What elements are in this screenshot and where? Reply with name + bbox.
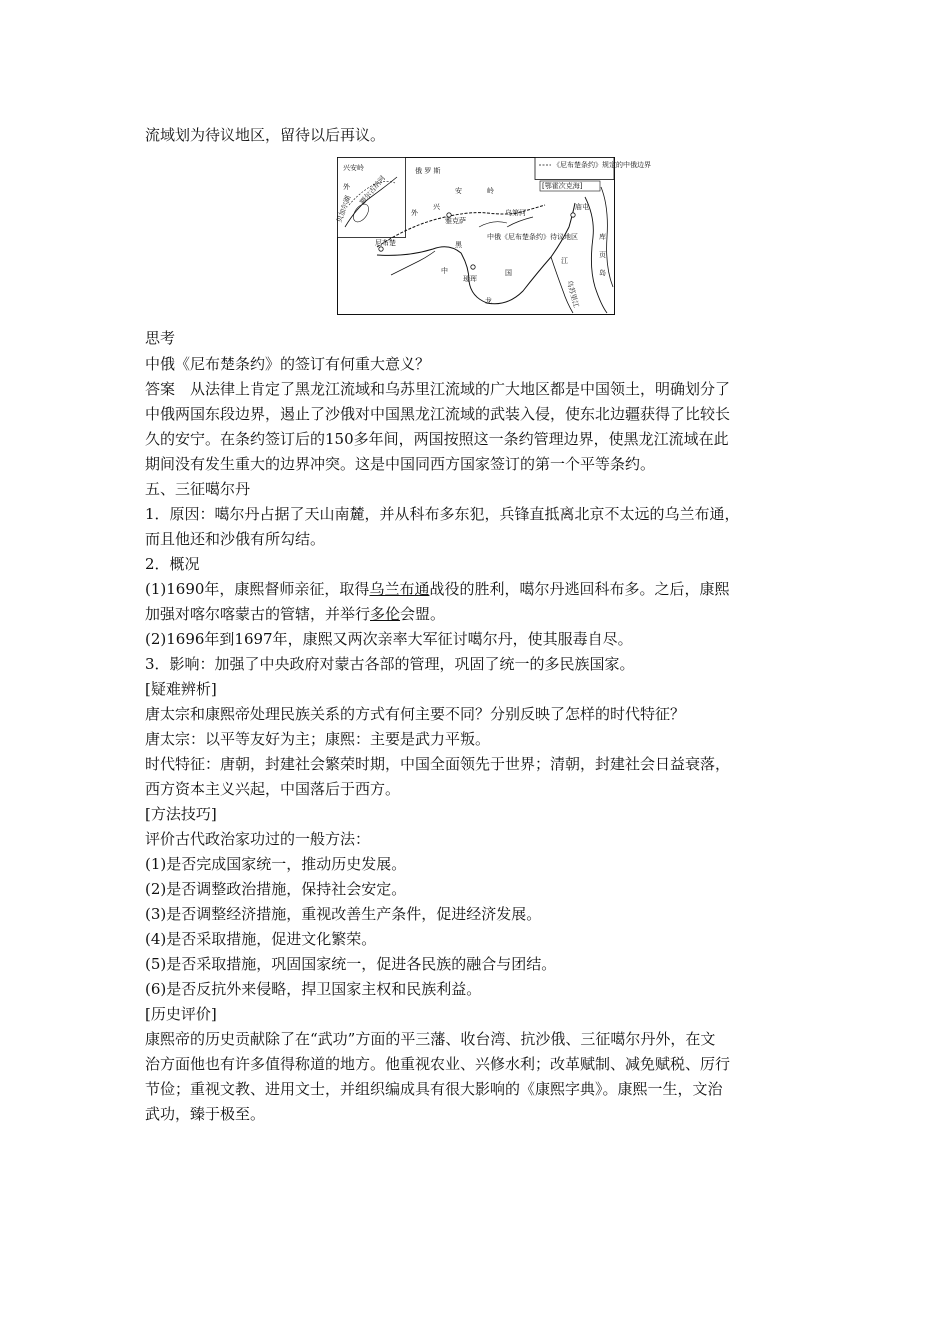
map-label-erguna: 额尔古纳河 [358,174,388,207]
map-label-an: 安 [455,187,462,195]
map-label-baikal: 贝加尔湖 [335,194,353,224]
ov1-text-d: 会盟。 [400,605,446,623]
yuanhun-city-icon [471,265,475,269]
overview-1-line-1 [145,578,810,600]
map-label-ekehe: [鄂霍次克海] [542,182,583,190]
map-label-ling: 岭 [487,187,494,195]
overview-1-line-2 [145,603,810,625]
era-line-2: 西方资本主义兴起，中国落后于西方。 [145,780,401,798]
nerchinsk-treaty-map [335,157,651,315]
ov1-text-c: 加强对喀尔喀蒙古的管辖，并举行 [145,605,371,623]
map-label-dao: 岛 [599,269,606,277]
overview-2: (2)1696年到1697年，康熙又两次亲率大军征讨噶尔丹，使其服毒自尽。 [145,630,633,648]
method-item-3: (3)是否调整经济措施，重视改善生产条件，促进经济发展。 [145,905,542,923]
ov1-text-a: (1)1690年，康熙督师亲征，取得 [145,580,370,598]
method-item-1: (1)是否完成国家统一，推动历史发展。 [145,855,407,873]
section-sikao: 思考 [145,329,176,347]
method-item-5: (5)是否采取措施，巩固国家统一，促进各民族的融合与团结。 [145,955,557,973]
map-label-xinganling: 兴安岭 [343,164,364,172]
answer-line-3: 久的安宁。在条约签订后的150多年间，两国按照这一条约管理边界，使黑龙江流域在此 [145,430,729,448]
map-label-hei: 黑 [455,241,462,249]
reason-line-2: 而且他还和沙俄有所勾结。 [145,530,326,548]
map-label-yakesa: 雅克萨 [445,217,466,225]
map-label-long: 龙 [485,297,492,305]
reason-line-1: 1．原因：噶尔丹占据了天山南麓，并从科布多东犯，兵锋直抵离北京不太远的乌兰布通， [145,505,740,523]
answer-line-2: 中俄两国东段边界，遏止了沙俄对中国黑龙江流域的武装入侵，使东北边疆获得了比较长 [145,405,731,423]
method-title: 评价古代政治家功过的一般方法： [145,830,371,848]
map-label-yuanhun: 瑷珲 [463,275,477,283]
section-yinan: [疑难辨析] [145,680,217,698]
method-item-4: (4)是否采取措施，促进文化繁荣。 [145,930,377,948]
method-item-2: (2)是否调整政治措施，保持社会安定。 [145,880,407,898]
map-label-xing: 兴 [433,203,440,211]
ov1-underline-duolun: 多伦 [370,605,401,623]
map-label-ye: 页 [599,251,606,259]
map-label-nibuchu: 尼布楚 [375,239,396,247]
miaotun-city-icon [571,213,575,217]
era-line-1: 时代特征：唐朝，封建社会繁荣时期，中国全面领先于世界；清朝，封建社会日益衰落， [145,755,731,773]
answer-line-1: 答案 从法律上肯定了黑龙江流域和乌苏里江流域的广大地区都是中国领土，明确划分了 [145,380,731,398]
impact-line: 3．影响：加强了中央政府对蒙古各部的管理，巩固了统一的多民族国家。 [145,655,635,673]
section-title-5: 五、三征噶尔丹 [145,480,251,498]
ov1-text-b: 战役的胜利，噶尔丹逃回科布多。之后，康熙 [429,580,730,598]
map-svg [335,157,651,315]
map-label-wudi: 乌第河 [505,209,526,217]
map-label-jiang: 江 [561,257,568,265]
eval-line-1: 康熙帝的历史贡献除了在“武功”方面的平三藩、收台湾、抗沙俄、三征噶尔丹外，在文 [145,1030,716,1048]
map-label-wusuli: 乌苏里江 [565,279,581,309]
ov1-underline-wulanbutong: 乌兰布通 [369,580,430,598]
map-label-daiyi: 中俄《尼布楚条约》待议地区 [487,233,578,241]
section-lishi: [历史评价] [145,1005,217,1023]
intro-line: 流域划为待议地区，留待以后再议。 [145,126,386,144]
map-label-ku: 库 [599,233,606,241]
map-label-wai2: 外 [411,209,418,217]
map-label-eluosi: 俄 罗 斯 [415,167,441,175]
eval-line-3: 节俭；重视文教、进用文士，并组织编成具有很大影响的《康熙字典》。康熙一生，文治 [145,1080,723,1098]
map-label-legend: 《尼布楚条约》规定的中俄边界 [553,161,651,169]
method-item-6: (6)是否反抗外来侵略，捍卫国家主权和民族利益。 [145,980,482,998]
map-label-miaotun: 庙屯 [575,203,589,211]
map-label-guo: 国 [505,269,512,277]
overview-title: 2．概况 [145,555,200,573]
map-label-wai: 外 [343,183,350,191]
answer-line-4: 期间没有发生重大的边界冲突。这是中国同西方国家签订的第一个平等条约。 [145,455,656,473]
eval-line-2: 治方面他也有许多值得称道的地方。他重视农业、兴修水利；改革赋制、减免赋税、厉行 [145,1055,731,1073]
nibuchu-city-icon [379,247,383,251]
question: 中俄《尼布楚条约》的签订有何重大意义？ [145,355,431,373]
eval-line-4: 武功，臻于极至。 [145,1105,266,1123]
yinan-answer: 唐太宗：以平等友好为主；康熙：主要是武力平叛。 [145,730,491,748]
section-fangfa: [方法技巧] [145,805,217,823]
yinan-question: 唐太宗和康熙帝处理民族关系的方式有何主要不同？分别反映了怎样的时代特征？ [145,705,686,723]
map-label-zhong: 中 [441,267,448,275]
